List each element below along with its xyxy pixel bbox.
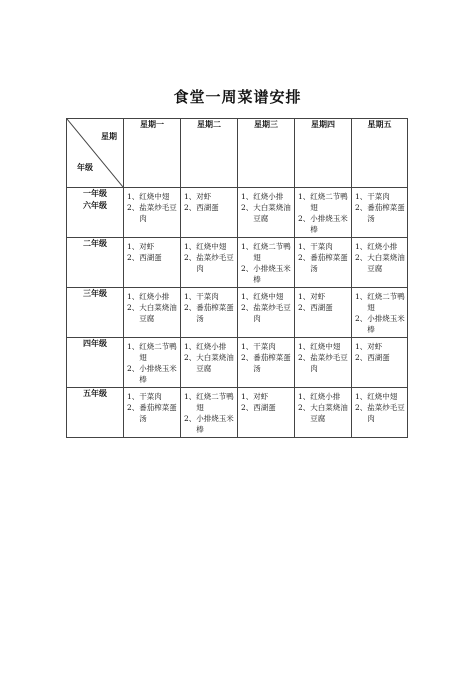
day-header-thursday: 星期四 bbox=[295, 119, 352, 188]
dish-name: 干菜肉 bbox=[196, 292, 219, 301]
menu-cell-wednesday bbox=[238, 288, 295, 338]
dish-name: 干菜肉 bbox=[253, 342, 276, 351]
table-row bbox=[67, 288, 408, 338]
dish-number: 1、 bbox=[241, 242, 254, 251]
menu-cell-wednesday bbox=[238, 338, 295, 388]
menu-cell-monday bbox=[124, 188, 181, 238]
dish-number: 2、 bbox=[241, 203, 254, 212]
dish-item bbox=[184, 291, 235, 302]
dish-item bbox=[184, 341, 235, 352]
dish-item bbox=[355, 241, 405, 252]
dish-list bbox=[295, 388, 351, 426]
menu-cell-tuesday bbox=[181, 288, 238, 338]
dish-number: 1、 bbox=[241, 292, 254, 301]
dish-number: 2、 bbox=[184, 203, 197, 212]
dish-item bbox=[127, 341, 178, 363]
grade-header-cell bbox=[67, 238, 124, 288]
table-row bbox=[67, 338, 408, 388]
table-row bbox=[67, 188, 408, 238]
dish-number: 1、 bbox=[241, 392, 254, 401]
dish-list bbox=[181, 238, 237, 276]
dish-name: 盐菜炒毛豆肉 bbox=[253, 303, 291, 323]
dish-item bbox=[184, 202, 235, 213]
day-header-wednesday: 星期三 bbox=[238, 119, 295, 188]
dish-list bbox=[181, 338, 237, 376]
menu-cell-friday bbox=[352, 388, 408, 438]
dish-number: 1、 bbox=[127, 342, 140, 351]
dish-item bbox=[298, 191, 349, 213]
dish-name: 番茄榨菜蛋汤 bbox=[310, 253, 348, 273]
dish-item bbox=[127, 191, 178, 202]
dish-item bbox=[241, 241, 292, 263]
dish-name: 西湖蛋 bbox=[310, 303, 333, 312]
dish-name: 红烧中翅 bbox=[367, 392, 398, 401]
dish-number: 1、 bbox=[184, 342, 197, 351]
dish-item bbox=[241, 291, 292, 302]
dish-number: 1、 bbox=[298, 392, 311, 401]
dish-number: 2、 bbox=[127, 303, 140, 312]
dish-list bbox=[295, 288, 351, 315]
dish-item bbox=[241, 341, 292, 352]
dish-name: 对虾 bbox=[367, 342, 383, 351]
menu-cell-thursday bbox=[295, 388, 352, 438]
dish-item bbox=[298, 252, 349, 274]
dish-number: 2、 bbox=[127, 253, 140, 262]
corner-day-label: 星期 bbox=[101, 132, 117, 141]
dish-list bbox=[238, 288, 294, 326]
dish-name: 对虾 bbox=[139, 242, 155, 251]
menu-cell-thursday bbox=[295, 338, 352, 388]
dish-number: 1、 bbox=[184, 242, 197, 251]
grade-label: 三年级 bbox=[83, 289, 107, 298]
menu-cell-friday bbox=[352, 338, 408, 388]
dish-item bbox=[298, 291, 349, 302]
dish-item bbox=[355, 252, 405, 274]
dish-name: 小排烧玉米棒 bbox=[310, 214, 348, 234]
dish-number: 2、 bbox=[127, 364, 140, 373]
dish-list bbox=[352, 338, 407, 365]
dish-number: 2、 bbox=[355, 203, 368, 212]
dish-name: 干菜肉 bbox=[367, 192, 390, 201]
dish-name: 西湖蛋 bbox=[196, 203, 219, 212]
dish-number: 2、 bbox=[298, 214, 311, 223]
dish-number: 1、 bbox=[241, 342, 254, 351]
dish-item bbox=[127, 202, 178, 224]
dish-item bbox=[127, 252, 178, 263]
dish-item bbox=[355, 191, 405, 202]
dish-name: 红烧中翅 bbox=[310, 342, 341, 351]
dish-number: 2、 bbox=[355, 353, 368, 362]
dish-list bbox=[295, 338, 351, 376]
dish-item bbox=[241, 202, 292, 224]
dish-name: 红烧小排 bbox=[310, 392, 341, 401]
dish-item bbox=[184, 252, 235, 274]
dish-list bbox=[352, 238, 407, 276]
dish-name: 红烧二节鸭翅 bbox=[196, 392, 234, 412]
dish-number: 2、 bbox=[241, 303, 254, 312]
dish-name: 番茄榨菜蛋汤 bbox=[139, 403, 177, 423]
dish-name: 盐菜炒毛豆肉 bbox=[139, 203, 177, 223]
dish-number: 2、 bbox=[241, 403, 254, 412]
dish-item bbox=[241, 263, 292, 285]
dish-name: 干菜肉 bbox=[139, 392, 162, 401]
dish-name: 红烧中翅 bbox=[196, 242, 227, 251]
menu-body bbox=[67, 188, 408, 438]
menu-cell-monday bbox=[124, 388, 181, 438]
dish-name: 大白菜烧油豆腐 bbox=[253, 203, 291, 223]
dish-number: 2、 bbox=[241, 353, 254, 362]
dish-name: 大白菜烧油豆腐 bbox=[310, 403, 348, 423]
menu-cell-tuesday bbox=[181, 188, 238, 238]
dish-number: 2、 bbox=[298, 303, 311, 312]
table-row bbox=[67, 388, 408, 438]
menu-cell-friday bbox=[352, 188, 408, 238]
dish-name: 红烧小排 bbox=[253, 192, 284, 201]
dish-name: 盐菜炒毛豆肉 bbox=[367, 403, 405, 423]
menu-cell-thursday bbox=[295, 188, 352, 238]
dish-number: 2、 bbox=[298, 253, 311, 262]
dish-list bbox=[295, 188, 351, 237]
grade-header-cell bbox=[67, 338, 124, 388]
dish-number: 2、 bbox=[355, 314, 368, 323]
dish-list bbox=[124, 388, 180, 426]
dish-number: 1、 bbox=[184, 292, 197, 301]
dish-item bbox=[184, 191, 235, 202]
dish-item bbox=[184, 302, 235, 324]
dish-number: 2、 bbox=[184, 414, 197, 423]
dish-list bbox=[181, 188, 237, 215]
dish-name: 大白菜烧油豆腐 bbox=[196, 353, 234, 373]
dish-number: 1、 bbox=[298, 292, 311, 301]
diagonal-divider bbox=[67, 119, 123, 187]
dish-name: 小排烧玉米棒 bbox=[139, 364, 177, 384]
dish-list bbox=[352, 188, 407, 226]
dish-name: 红烧中翅 bbox=[253, 292, 284, 301]
day-header-tuesday: 星期二 bbox=[181, 119, 238, 188]
dish-name: 盐菜炒毛豆肉 bbox=[196, 253, 234, 273]
dish-item bbox=[355, 391, 405, 402]
dish-list bbox=[295, 238, 351, 276]
dish-name: 干菜肉 bbox=[310, 242, 333, 251]
dish-number: 1、 bbox=[298, 242, 311, 251]
menu-cell-monday bbox=[124, 338, 181, 388]
dish-item bbox=[298, 352, 349, 374]
dish-item bbox=[127, 291, 178, 302]
dish-name: 盐菜炒毛豆肉 bbox=[310, 353, 348, 373]
dish-list bbox=[181, 288, 237, 326]
dish-list bbox=[238, 188, 294, 226]
dish-name: 小排烧玉米棒 bbox=[196, 414, 234, 434]
dish-item bbox=[298, 241, 349, 252]
dish-item bbox=[298, 402, 349, 424]
dish-number: 2、 bbox=[298, 403, 311, 412]
dish-name: 番茄榨菜蛋汤 bbox=[196, 303, 234, 323]
grade-label: 一年级 bbox=[83, 189, 107, 198]
grade-header-cell bbox=[67, 288, 124, 338]
dish-name: 番茄榨菜蛋汤 bbox=[253, 353, 291, 373]
dish-name: 红烧二节鸭翅 bbox=[367, 292, 405, 312]
dish-list bbox=[352, 388, 407, 426]
dish-number: 2、 bbox=[355, 253, 368, 262]
dish-item bbox=[184, 352, 235, 374]
dish-list bbox=[124, 238, 180, 265]
dish-item bbox=[355, 341, 405, 352]
day-header-friday: 星期五 bbox=[352, 119, 408, 188]
dish-item bbox=[241, 402, 292, 413]
dish-number: 1、 bbox=[355, 392, 368, 401]
menu-cell-tuesday bbox=[181, 338, 238, 388]
corner-grade-label: 年级 bbox=[77, 163, 93, 172]
menu-cell-monday bbox=[124, 238, 181, 288]
dish-item bbox=[298, 213, 349, 235]
dish-item bbox=[127, 391, 178, 402]
menu-cell-tuesday bbox=[181, 388, 238, 438]
menu-cell-friday bbox=[352, 238, 408, 288]
dish-list bbox=[238, 338, 294, 376]
dish-item bbox=[298, 302, 349, 313]
dish-list bbox=[124, 188, 180, 226]
dish-name: 小排烧玉米棒 bbox=[367, 314, 405, 334]
dish-item bbox=[127, 302, 178, 324]
menu-cell-thursday bbox=[295, 288, 352, 338]
dish-item bbox=[355, 313, 405, 335]
menu-cell-thursday bbox=[295, 238, 352, 288]
menu-cell-wednesday bbox=[238, 238, 295, 288]
dish-list bbox=[238, 238, 294, 287]
dish-name: 西湖蛋 bbox=[139, 253, 162, 262]
dish-item bbox=[241, 352, 292, 374]
grade-header-cell bbox=[67, 388, 124, 438]
menu-cell-wednesday bbox=[238, 188, 295, 238]
grade-label: 六年级 bbox=[83, 201, 107, 210]
dish-number: 1、 bbox=[184, 392, 197, 401]
dish-name: 红烧二节鸭翅 bbox=[310, 192, 348, 212]
dish-number: 2、 bbox=[298, 353, 311, 362]
dish-number: 1、 bbox=[241, 192, 254, 201]
dish-number: 2、 bbox=[241, 264, 254, 273]
dish-number: 1、 bbox=[355, 242, 368, 251]
dish-list bbox=[238, 388, 294, 415]
dish-name: 对虾 bbox=[253, 392, 269, 401]
dish-number: 1、 bbox=[127, 242, 140, 251]
dish-name: 西湖蛋 bbox=[253, 403, 276, 412]
dish-name: 对虾 bbox=[196, 192, 212, 201]
dish-name: 红烧小排 bbox=[139, 292, 170, 301]
dish-item bbox=[127, 363, 178, 385]
dish-number: 1、 bbox=[127, 392, 140, 401]
dish-name: 红烧二节鸭翅 bbox=[253, 242, 291, 262]
dish-number: 2、 bbox=[184, 253, 197, 262]
dish-name: 番茄榨菜蛋汤 bbox=[367, 203, 405, 223]
dish-number: 1、 bbox=[298, 192, 311, 201]
dish-list bbox=[352, 288, 407, 337]
dish-name: 西湖蛋 bbox=[367, 353, 390, 362]
menu-cell-wednesday bbox=[238, 388, 295, 438]
dish-number: 2、 bbox=[127, 403, 140, 412]
dish-number: 2、 bbox=[184, 303, 197, 312]
dish-number: 1、 bbox=[355, 342, 368, 351]
dish-number: 2、 bbox=[184, 353, 197, 362]
dish-item bbox=[355, 352, 405, 363]
dish-item bbox=[241, 302, 292, 324]
dish-item bbox=[127, 241, 178, 252]
menu-cell-friday bbox=[352, 288, 408, 338]
dish-item bbox=[355, 402, 405, 424]
dish-number: 1、 bbox=[127, 192, 140, 201]
dish-number: 2、 bbox=[127, 203, 140, 212]
dish-number: 1、 bbox=[127, 292, 140, 301]
dish-name: 红烧中翅 bbox=[139, 192, 170, 201]
grade-label: 四年级 bbox=[83, 339, 107, 348]
day-header-monday: 星期一 bbox=[124, 119, 181, 188]
dish-name: 红烧小排 bbox=[367, 242, 398, 251]
dish-item bbox=[298, 391, 349, 402]
dish-item bbox=[127, 402, 178, 424]
dish-number: 1、 bbox=[184, 192, 197, 201]
dish-item bbox=[184, 391, 235, 413]
dish-list bbox=[124, 338, 180, 387]
dish-number: 2、 bbox=[355, 403, 368, 412]
dish-list bbox=[124, 288, 180, 326]
dish-item bbox=[355, 202, 405, 224]
dish-name: 大白菜烧油豆腐 bbox=[367, 253, 405, 273]
dish-item bbox=[241, 391, 292, 402]
dish-name: 对虾 bbox=[310, 292, 326, 301]
menu-cell-monday bbox=[124, 288, 181, 338]
menu-cell-tuesday bbox=[181, 238, 238, 288]
dish-item bbox=[355, 291, 405, 313]
dish-name: 红烧小排 bbox=[196, 342, 227, 351]
weekly-menu-table bbox=[66, 118, 408, 438]
dish-item bbox=[184, 413, 235, 435]
dish-number: 1、 bbox=[298, 342, 311, 351]
grade-label: 二年级 bbox=[83, 239, 107, 248]
page-title: 食堂一周菜谱安排 bbox=[173, 88, 302, 106]
corner-header-cell bbox=[67, 119, 124, 188]
dish-number: 1、 bbox=[355, 292, 368, 301]
dish-list bbox=[181, 388, 237, 437]
dish-item bbox=[298, 341, 349, 352]
dish-number: 1、 bbox=[355, 192, 368, 201]
table-row bbox=[67, 238, 408, 288]
dish-name: 大白菜烧油豆腐 bbox=[139, 303, 177, 323]
grade-label: 五年级 bbox=[83, 389, 107, 398]
header-row bbox=[67, 119, 408, 188]
dish-name: 红烧二节鸭翅 bbox=[139, 342, 177, 362]
dish-item bbox=[184, 241, 235, 252]
grade-header-cell bbox=[67, 188, 124, 238]
dish-name: 小排烧玉米棒 bbox=[253, 264, 291, 284]
dish-item bbox=[241, 191, 292, 202]
